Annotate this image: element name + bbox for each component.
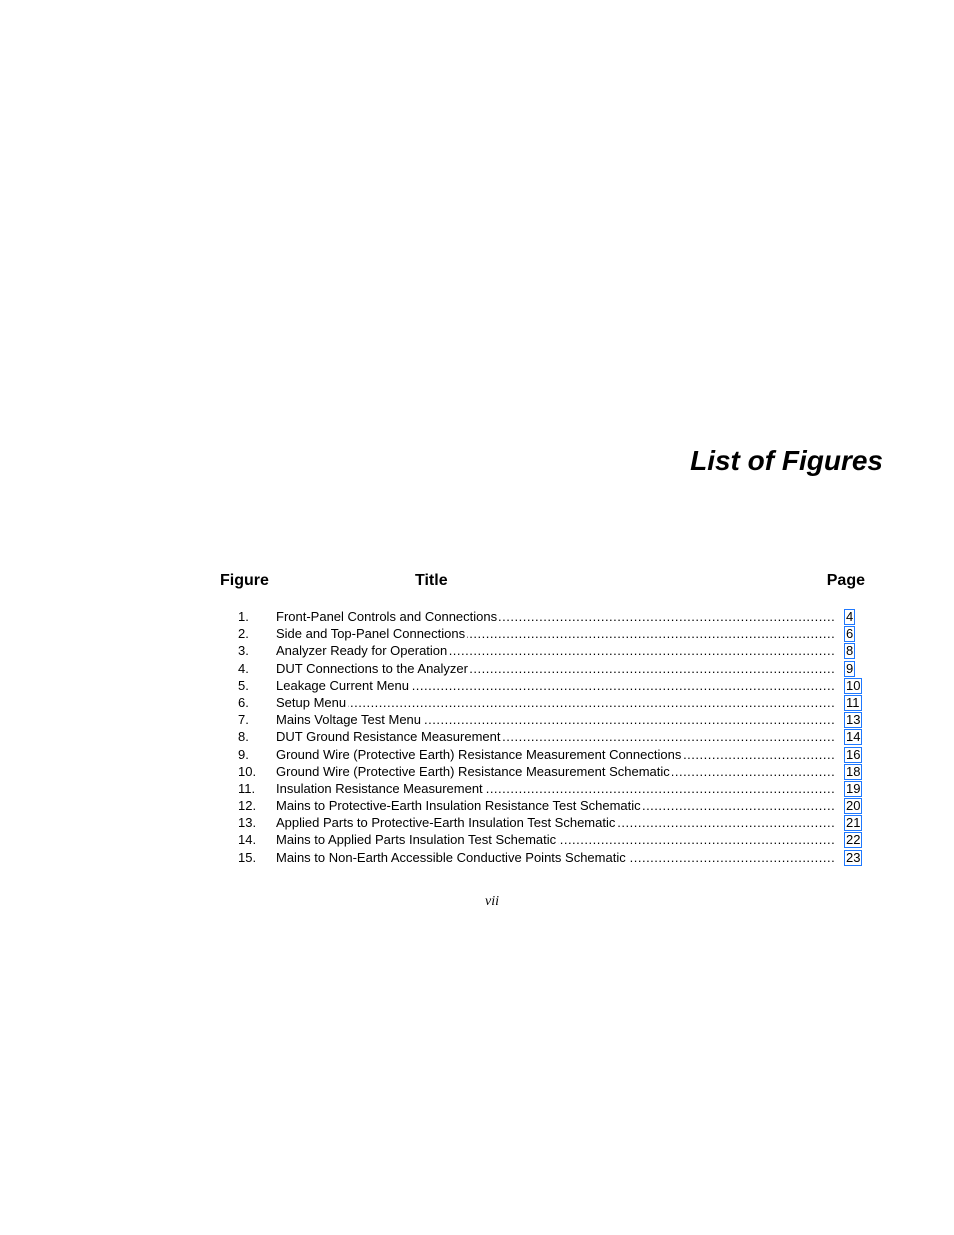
figure-list-item	[238, 711, 868, 728]
figure-title: Leakage Current Menu	[276, 677, 409, 693]
figure-number: 12.	[238, 798, 257, 814]
figure-number: 9.	[238, 746, 249, 762]
column-header-title: Title	[415, 572, 448, 589]
figure-entry[interactable]	[276, 694, 836, 711]
page-link[interactable]: 11	[846, 694, 860, 710]
figure-title: Applied Parts to Protective-Earth Insulation Test Schematic	[276, 815, 616, 831]
figure-title: Front-Panel Controls and Connections	[276, 609, 498, 624]
page-title: List of Figures	[690, 445, 883, 476]
page-link[interactable]: 21	[846, 815, 861, 831]
figure-title: Insulation Resistance Measurement	[276, 780, 483, 796]
figure-number: 1.	[238, 609, 249, 624]
figure-title: Setup Menu	[276, 694, 347, 710]
page-link[interactable]: 8	[846, 643, 854, 659]
page-link[interactable]: 13	[846, 712, 861, 728]
page-link[interactable]: 18	[846, 763, 861, 779]
figure-list-item	[238, 831, 868, 848]
figure-number: 13.	[238, 815, 257, 831]
figure-entry[interactable]	[276, 797, 836, 814]
page-link[interactable]: 19	[846, 780, 861, 796]
figure-entry[interactable]	[276, 660, 836, 677]
column-header-figure: Figure	[220, 572, 269, 589]
figure-title: Mains to Non-Earth Accessible Conductive Points Schematic	[276, 849, 626, 865]
figure-list-item	[238, 780, 868, 797]
figure-title: Mains to Applied Parts Insulation Test Schematic	[276, 832, 557, 848]
page-link[interactable]: 4	[846, 609, 854, 624]
figure-number: 7.	[238, 712, 249, 728]
figure-list	[238, 608, 868, 866]
figure-entry[interactable]	[276, 608, 836, 625]
figure-entry[interactable]	[276, 642, 836, 659]
figure-list-item	[238, 677, 868, 694]
figure-list-item	[238, 694, 868, 711]
figure-title: DUT Connections to the Analyzer	[276, 660, 468, 676]
figure-title: Side and Top-Panel Connections	[276, 626, 466, 642]
figure-number: 5.	[238, 677, 249, 693]
figure-list-item	[238, 660, 868, 677]
page-link[interactable]: 9	[846, 660, 854, 676]
figure-list-item	[238, 728, 868, 745]
figure-list-item	[238, 642, 868, 659]
figure-number: 8.	[238, 729, 249, 745]
figure-list-item	[238, 814, 868, 831]
figure-number: 11.	[238, 780, 256, 796]
figure-entry[interactable]	[276, 711, 836, 728]
page-link[interactable]: 22	[846, 832, 861, 848]
page-link[interactable]: 23	[846, 849, 861, 865]
figure-entry[interactable]	[276, 763, 836, 780]
figure-list-item	[238, 797, 868, 814]
figure-title: Analyzer Ready for Operation	[276, 643, 448, 659]
figure-list-item	[238, 746, 868, 763]
figure-entry[interactable]	[276, 677, 836, 694]
page-number-footer: vii	[485, 894, 499, 909]
figure-title: Ground Wire (Protective Earth) Resistance Measurement Connections	[276, 746, 682, 762]
page-link[interactable]: 16	[846, 746, 861, 762]
column-header-page: Page	[826, 572, 865, 589]
figure-number: 2.	[238, 626, 249, 642]
figure-entry[interactable]	[276, 728, 836, 745]
figure-number: 4.	[238, 660, 249, 676]
figure-number: 14.	[238, 832, 257, 848]
page-link[interactable]: 6	[846, 626, 854, 642]
figure-list-item	[238, 608, 868, 625]
figure-list-item	[238, 625, 868, 642]
figure-title: Ground Wire (Protective Earth) Resistance Measurement Schematic	[276, 763, 670, 779]
figure-entry[interactable]	[276, 814, 836, 831]
figure-title: Mains Voltage Test Menu	[276, 712, 422, 728]
figure-list-item	[238, 849, 868, 866]
figure-number: 15.	[238, 849, 257, 865]
page-link[interactable]: 20	[846, 798, 861, 814]
figure-title: Mains to Protective-Earth Insulation Resistance Test Schematic	[276, 798, 641, 814]
page-link[interactable]: 14	[846, 729, 861, 745]
figure-entry[interactable]	[276, 780, 836, 797]
figure-list-item	[238, 763, 868, 780]
figure-number: 6.	[238, 694, 249, 710]
figure-entry[interactable]	[276, 849, 836, 866]
figure-entry[interactable]	[276, 625, 836, 642]
figure-entry[interactable]	[276, 746, 836, 763]
figure-entry[interactable]	[276, 831, 836, 848]
figure-number: 10.	[238, 763, 257, 779]
figure-number: 3.	[238, 643, 249, 659]
page-link[interactable]: 10	[846, 677, 861, 693]
figure-title: DUT Ground Resistance Measurement	[276, 729, 501, 745]
